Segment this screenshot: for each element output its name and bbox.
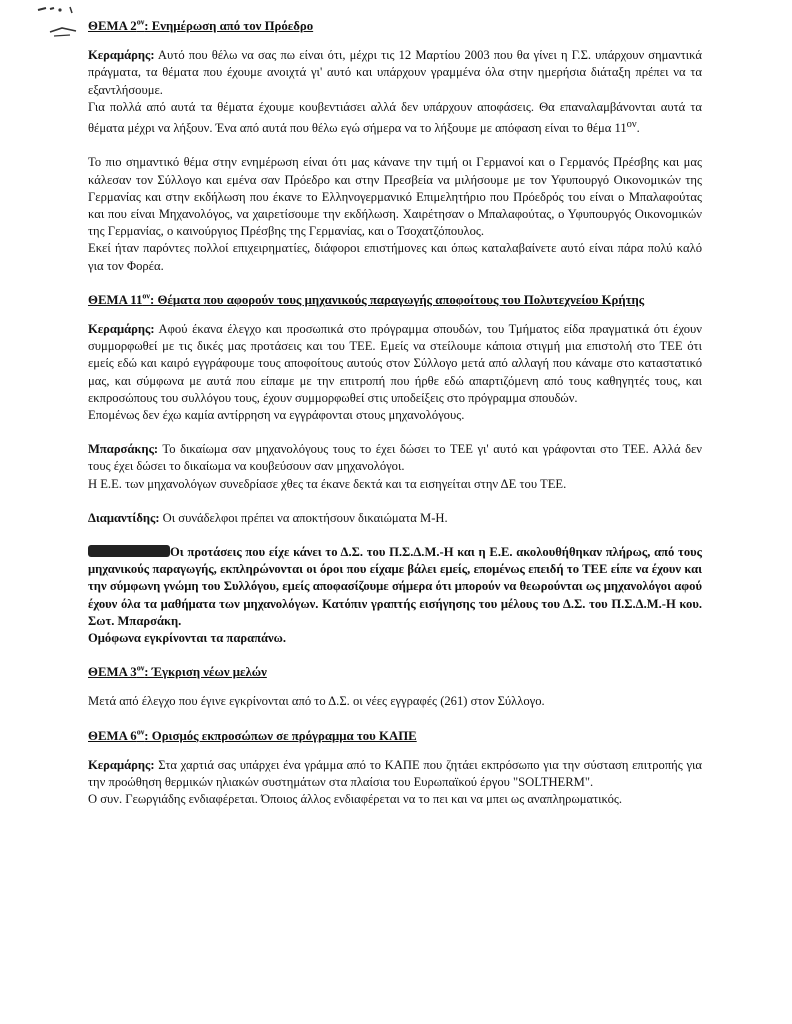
section-11-paragraph-5: Διαμαντίδης: Οι συνάδελφοι πρέπει να αποκτήσουν δικαιώματα Μ-Η. bbox=[88, 510, 448, 525]
section-2-paragraph-1: Κεραμάρης: Αυτό που θέλω να σας πω είναι ότι, μέχρι τις 12 Μαρτίου 2003 που θα γίνει η Γ.Σ. υπάρχουν σημαντικά πράγματα, τα θέματα που έχουμε ανοιχτά γι' αυτό και υπάρχουν γραμμένα όλα στην ημερήσια διάταξη πρέπει να τα εξαντλήσουμε. bbox=[88, 48, 702, 97]
section-2-paragraph-2: Για πολλά από αυτά τα θέματα έχουμε κουβεντιάσει αλλά δεν υπάρχουν αποφάσεις. Θα επαναλαμβάνονται αυτά τα θέματα μέχρι να λήξουν. Ένα από αυτά που θέλω εγώ σήμερα να το λήξουμε με απόφαση είναι το θέμα $11^{o\nu}$. bbox=[88, 99, 702, 136]
section-2-paragraph-4: Εκεί ήταν παρόντες πολλοί επιχειρηματίες, διάφοροι επιστήμονες και όπως καταλαβαίνετε αυτό είναι πάρα πολύ καλό για τον Φορέα. bbox=[88, 241, 702, 273]
document-body bbox=[88, 18, 702, 809]
section-2-heading: ΘΕΜΑ $2^{o\nu}$: Ενημέρωση από τον Πρόεδρο bbox=[88, 17, 314, 33]
redaction-mark bbox=[88, 545, 170, 557]
speaker-name: Κεραμάρης: bbox=[88, 48, 155, 63]
section-11-heading: ΘΕΜΑ $11^{o\nu}$: Θέματα που αφορούν τους μηχανικούς παραγωγής αποφοίτους του Πολυτεχνείου Κρήτης bbox=[88, 291, 645, 307]
section-11-paragraph-6: Οι προτάσεις που είχε κάνει το Δ.Σ. του Π.Σ.Δ.Μ.-Η και η Ε.Ε. ακολουθήθηκαν πλήρως, από τους μηχανικούς παραγωγής, εκπληρώνονται οι όροι που είχαμε βάλει εμείς, επομένως επειδή το ΤΕΕ είπε να έχουν και την σύμφωνη γνώμη του Συλλόγου, εμείς αποφασίζουμε σήμερα ότι μπορούν να θεωρούνται ως μηχανολόγοι αφού έχουν όλα τα μαθήματα των μηχανολόγων. Κατόπιν γραπτής εισήγησης του μέλους του Δ.Σ. του Π.Σ.Δ.Μ.-Η κου. Σωτ. Μπαρσάκη. bbox=[88, 545, 702, 628]
section-6-heading: ΘΕΜΑ $6^{o\nu}$: Ορισμός εκπροσώπων σε πρόγραμμα του ΚΑΠΕ bbox=[88, 727, 417, 743]
section-11-decision: Ομόφωνα εγκρίνονται τα παραπάνω. bbox=[88, 631, 287, 646]
speaker-name: Μπαρσάκης: bbox=[88, 442, 159, 457]
section-6-paragraph-2: Ο συν. Γεωργιάδης ενδιαφέρεται. Όποιος άλλος ενδιαφέρεται να το πει και να μπει ως αναπληρωματικός. bbox=[88, 792, 623, 807]
section-3-heading: ΘΕΜΑ $3^{o\nu}$: Έγκριση νέων μελών bbox=[88, 664, 267, 680]
section-11-paragraph-4: Η Ε.Ε. των μηχανολόγων συνεδρίασε χθες τα έκανε δεκτά και τα εισηγείται στην ΔΕ του ΤΕΕ. bbox=[88, 476, 567, 491]
speaker-name: Κεραμάρης: bbox=[88, 322, 155, 337]
section-6-paragraph-1: Κεραμάρης: Στα χαρτιά σας υπάρχει ένα γράμμα από το ΚΑΠΕ που ζητάει εκπρόσωπο για την σύσταση επιτροπής για την προώθηση θερμικών ηλιακών συστημάτων στα πλαίσια του Ευρωπαϊκού έργου "SOLTHERM". bbox=[88, 757, 702, 790]
section-11-paragraph-3: Μπαρσάκης: Το δικαίωμα σαν μηχανολόγους τους το έχει δώσει το ΤΕΕ γι' αυτό και γράφονται στο ΤΕΕ. Αλλά δεν τους έχει δώσει το δικαίωμα να κουβεύσουν σαν μηχανολόγοι. bbox=[88, 442, 702, 474]
section-11-paragraph-1: Κεραμάρης: Αφού έκανα έλεγχο και προσωπικά στο πρόγραμμα σπουδών, του Τμήματος είδα πραγματικά ότι έχουν συμμορφωθεί με τις δικές μας προτάσεις και του ΤΕΕ. Εμείς να στείλουμε κάποια στιγμή μια επιστολή στο ΤΕΕ ότι εμείς εδώ και καιρό εγγράφουμε τους αποφοίτους αυτούς στον Σύλλογο μετά από αλλαγή που κάναμε στο καταστατικό μας, και σύμφωνα με αυτά που είπαμε με την επιτροπή που ήρθε εδώ απαρτιζόμενη από τους καθηγητές τους, και εκπροσώπους του συλλόγου τους, έχουν συμμορφωθεί στις υποδείξεις στο πρόγραμμα σπουδών. bbox=[88, 322, 702, 405]
section-2-paragraph-3: Το πιο σημαντικό θέμα στην ενημέρωση είναι ότι μας κάνανε την τιμή οι Γερμανοί και ο Γερμανός Πρέσβης και μας κάλεσαν τον Σύλλογο και εμένα σαν Πρόεδρο και στην Πρεσβεία να μιλήσουμε με τον Υφυπουργό Οικονομικών της Γερμανίας και στην εκδήλωση που έκανε το Ελληνογερμανικό Επιμελητήριο που Πρόεδρός του είναι ο Μπαλαφούτας και που είναι Μηχανολόγος, να χαιρετίσουμε την εκδήλωση. Χαιρέτησαν ο Μπαλαφούτας, ο Υφυπουργός Οικονομικών της Γερμανίας, ο καινούργιος Πρέσβης της Γερμανίας, και ο Τσοχατζόπουλος. bbox=[88, 155, 702, 239]
speaker-name: Κεραμάρης: bbox=[88, 757, 155, 772]
section-11-paragraph-2: Επομένως δεν έχω καμία αντίρρηση να εγγράφονται στους μηχανολόγους. bbox=[88, 408, 465, 423]
speaker-name: Διαμαντίδης: bbox=[88, 510, 160, 525]
section-3-paragraph-1: Μετά από έλεγχο που έγινε εγκρίνονται από το Δ.Σ. οι νέες εγγραφές (261) στον Σύλλογο. bbox=[88, 694, 545, 709]
